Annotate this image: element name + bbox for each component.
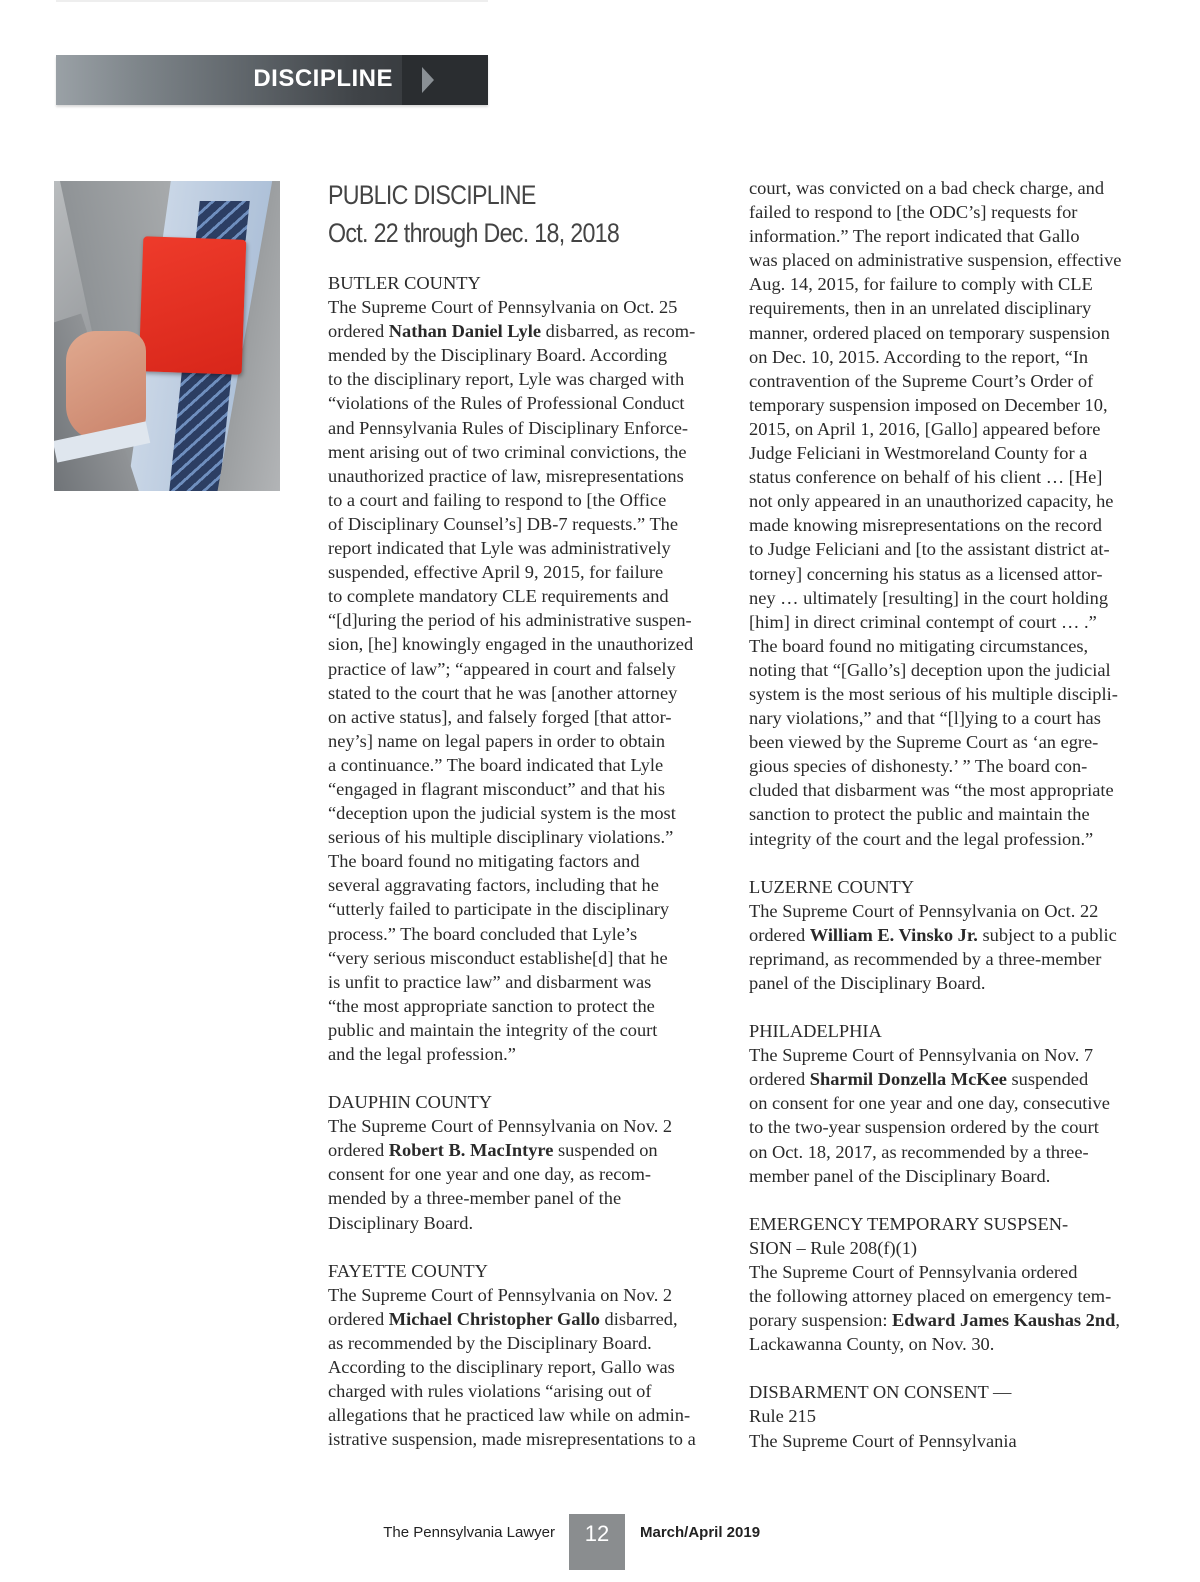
text-line: to Judge Feliciani and [to the assistant district at- xyxy=(749,539,1110,560)
text-line: is unfit to practice law” and disbarment was xyxy=(328,971,652,992)
section-heading: FAYETTE COUNTY xyxy=(328,1260,488,1281)
attorney-name: Sharmil Donzella McKee xyxy=(809,1069,1007,1090)
page-number: 12 xyxy=(569,1514,625,1570)
text-line: “very serious misconduct establishe[d] that he xyxy=(328,947,668,968)
section-butler-county xyxy=(328,271,718,1066)
attorney-name: Michael Christopher Gallo xyxy=(388,1308,600,1329)
text-line: status conference on behalf of his client … [He] xyxy=(749,467,1103,488)
text-line: Judge Feliciani in Westmoreland County for a xyxy=(749,443,1088,464)
section-heading: DISBARMENT ON CONSENT — xyxy=(749,1382,1012,1403)
section-heading: EMERGENCY TEMPORARY SUSPSEN- xyxy=(749,1213,1069,1234)
text-line: The Supreme Court of Pennsylvania xyxy=(749,1430,1017,1451)
text-line: gious species of dishonesty.’ ” The board con- xyxy=(749,756,1088,777)
title-line-2: Oct. 22 through Dec. 18, 2018 xyxy=(328,218,620,248)
text-line: on consent for one year and one day, consecutive xyxy=(749,1093,1110,1114)
text-line: “violations of the Rules of Professional Conduct xyxy=(328,393,685,414)
section-disbarment-on-consent xyxy=(749,1380,1141,1452)
text-line: on Oct. 18, 2017, as recommended by a three- xyxy=(749,1141,1089,1162)
text-line: ney’s] name on legal papers in order to obtain xyxy=(328,730,666,751)
text-line: mended by the Disciplinary Board. According xyxy=(328,345,668,366)
red-card-photo xyxy=(54,181,280,491)
publication-name: The Pennsylvania Lawyer xyxy=(383,1524,555,1541)
attorney-name: Edward James Kaushas 2nd xyxy=(892,1310,1116,1331)
text-line: integrity of the court and the legal profession.” xyxy=(749,828,1094,849)
section-heading: BUTLER COUNTY xyxy=(328,273,481,293)
text-line: system is the most serious of his multiple discipli- xyxy=(749,683,1118,704)
text-line: to complete mandatory CLE requirements and xyxy=(328,586,669,607)
banner-arrow-box xyxy=(402,55,488,105)
text-line: 2015, on April 1, 2016, [Gallo] appeared before xyxy=(749,418,1101,439)
text-line: as recommended by the Disciplinary Board. xyxy=(328,1332,652,1353)
text-line: The Supreme Court of Pennsylvania on Nov. 2 xyxy=(328,1284,673,1305)
text-line: Disciplinary Board. xyxy=(328,1212,474,1233)
text-line: court, was convicted on a bad check charge, and xyxy=(749,178,1105,198)
text-line: been viewed by the Supreme Court as ‘an egre- xyxy=(749,732,1099,753)
text-line: mended by a three-member panel of the xyxy=(328,1188,622,1209)
text-line: on active status], and falsely forged [that attor- xyxy=(328,706,672,727)
text-line: reprimand, as recommended by a three-member xyxy=(749,948,1102,969)
text-line: The Supreme Court of Pennsylvania on Nov. 2 xyxy=(328,1116,673,1137)
text-line: ordered William E. Vinsko Jr. subject to a public xyxy=(749,924,1117,945)
attorney-name: Nathan Daniel Lyle xyxy=(388,321,542,342)
text-line: “engaged in flagrant misconduct” and that his xyxy=(328,778,666,799)
text-line: several aggravating factors, including that he xyxy=(328,875,659,896)
text-line: ment arising out of two criminal convictions, the xyxy=(328,441,687,462)
title-line-1: PUBLIC DISCIPLINE xyxy=(328,180,536,210)
section-philadelphia xyxy=(749,1019,1141,1188)
section-heading: DAUPHIN COUNTY xyxy=(328,1092,492,1113)
text-line: “utterly failed to participate in the disciplinary xyxy=(328,899,670,920)
text-line: “deception upon the judicial system is the most xyxy=(328,803,676,824)
text-line: process.” The board concluded that Lyle’s xyxy=(328,923,638,944)
text-line: manner, ordered placed on temporary suspension xyxy=(749,322,1110,343)
text-line: [him] in direct criminal contempt of court … .” xyxy=(749,611,1097,632)
text-line: unauthorized practice of law, misrepresentations xyxy=(328,465,684,486)
section-dauphin-county xyxy=(328,1090,718,1235)
text-line: and the legal profession.” xyxy=(328,1044,516,1064)
text-line: “the most appropriate sanction to protect the xyxy=(328,995,655,1016)
text-line: not only appeared in an unauthorized capacity, he xyxy=(749,491,1114,512)
text-line: ney … ultimately [resulting] in the court holding xyxy=(749,587,1109,608)
issue-date: March/April 2019 xyxy=(640,1524,761,1541)
text-line: The Supreme Court of Pennsylvania on Nov. 7 xyxy=(749,1045,1094,1066)
text-line: consent for one year and one day, as recom- xyxy=(328,1164,652,1185)
text-line: nary violations,” and that “[l]ying to a court has xyxy=(749,708,1101,729)
section-label: DISCIPLINE xyxy=(253,65,393,92)
text-line: stated to the court that he was [another attorney xyxy=(328,682,678,703)
text-line: on Dec. 10, 2015. According to the report, “In xyxy=(749,346,1089,367)
text-line: made knowing misrepresentations on the record xyxy=(749,515,1102,536)
text-line: of Disciplinary Counsel’s] DB-7 requests.” The xyxy=(328,513,679,534)
text-line: temporary suspension imposed on December 10, xyxy=(749,394,1108,415)
text-line: ordered Nathan Daniel Lyle disbarred, as recom- xyxy=(328,321,696,342)
text-line: charged with rules violations “arising out of xyxy=(328,1381,652,1402)
text-line: ordered Robert B. MacIntyre suspended on xyxy=(328,1140,658,1161)
text-line: istrative suspension, made misrepresentations to a xyxy=(328,1429,696,1450)
text-line: public and maintain the integrity of the court xyxy=(328,1019,658,1040)
article-title xyxy=(328,176,718,252)
text-line: suspended, effective April 9, 2015, for failure xyxy=(328,562,664,583)
text-line: was placed on administrative suspension, effective xyxy=(749,250,1122,271)
text-line: report indicated that Lyle was administratively xyxy=(328,538,671,559)
text-line: member panel of the Disciplinary Board. xyxy=(749,1165,1051,1186)
text-line: Lackawanna County, on Nov. 30. xyxy=(749,1334,995,1355)
text-line: and Pennsylvania Rules of Disciplinary Enforce- xyxy=(328,417,689,438)
text-line: a continuance.” The board indicated that Lyle xyxy=(328,754,664,775)
attorney-name: Robert B. MacIntyre xyxy=(388,1140,554,1161)
text-line: sion, [he] knowingly engaged in the unauthorized xyxy=(328,634,694,655)
text-line: failed to respond to [the ODC’s] requests for xyxy=(749,202,1078,223)
text-line: The Supreme Court of Pennsylvania on Oct. 25 xyxy=(328,297,678,318)
page-footer xyxy=(0,1514,1200,1554)
left-column xyxy=(328,176,718,1475)
chevron-right-icon xyxy=(422,67,434,93)
text-line: requirements, then in an unrelated disciplinary xyxy=(749,298,1092,319)
text-line: panel of the Disciplinary Board. xyxy=(749,973,986,993)
red-card xyxy=(139,236,247,375)
section-heading: PHILADELPHIA xyxy=(749,1021,882,1042)
text-line: Aug. 14, 2015, for failure to comply with CLE xyxy=(749,274,1093,295)
section-heading: LUZERNE COUNTY xyxy=(749,876,914,897)
attorney-name: William E. Vinsko Jr. xyxy=(809,924,978,945)
text-line: porary suspension: Edward James Kaushas 2nd, xyxy=(749,1310,1120,1331)
text-line: cluded that disbarment was “the most appropriate xyxy=(749,780,1114,801)
section-fayette-continued xyxy=(749,176,1141,851)
text-line: torney] concerning his status as a licensed attor- xyxy=(749,563,1103,584)
section-fayette-county xyxy=(328,1259,718,1452)
text-line: sanction to protect the public and maintain the xyxy=(749,804,1090,825)
text-line: contravention of the Supreme Court’s Order of xyxy=(749,370,1094,391)
text-line: The Supreme Court of Pennsylvania ordered xyxy=(749,1261,1078,1282)
text-line: information.” The report indicated that Gallo xyxy=(749,226,1080,247)
section-banner xyxy=(56,55,488,105)
text-line: The Supreme Court of Pennsylvania on Oct. 22 xyxy=(749,900,1099,921)
section-heading: Rule 215 xyxy=(749,1406,816,1427)
text-line: to a court and failing to respond to [the Office xyxy=(328,489,667,510)
text-line: The board found no mitigating factors and xyxy=(328,851,640,872)
text-line: serious of his multiple disciplinary violations.” xyxy=(328,827,674,848)
text-line: to the disciplinary report, Lyle was charged with xyxy=(328,369,685,390)
text-line: to the two-year suspension ordered by the court xyxy=(749,1117,1099,1138)
text-line: allegations that he practiced law while on admin- xyxy=(328,1405,691,1426)
text-line: noting that “[Gallo’s] deception upon the judicial xyxy=(749,659,1111,680)
text-line: practice of law”; “appeared in court and falsely xyxy=(328,658,676,679)
right-column xyxy=(749,176,1141,1477)
text-line: The board found no mitigating circumstances, xyxy=(749,635,1089,656)
text-line: ordered Sharmil Donzella McKee suspended xyxy=(749,1069,1089,1090)
section-emergency-suspension xyxy=(749,1212,1141,1357)
section-heading: SION – Rule 208(f)(1) xyxy=(749,1237,918,1258)
section-luzerne-county xyxy=(749,875,1141,995)
text-line: “[d]uring the period of his administrative suspen- xyxy=(328,610,692,631)
text-line: the following attorney placed on emergency tem- xyxy=(749,1286,1112,1307)
text-line: According to the disciplinary report, Gallo was xyxy=(328,1357,675,1378)
text-line: ordered Michael Christopher Gallo disbarred, xyxy=(328,1308,678,1329)
top-rule xyxy=(56,0,488,2)
